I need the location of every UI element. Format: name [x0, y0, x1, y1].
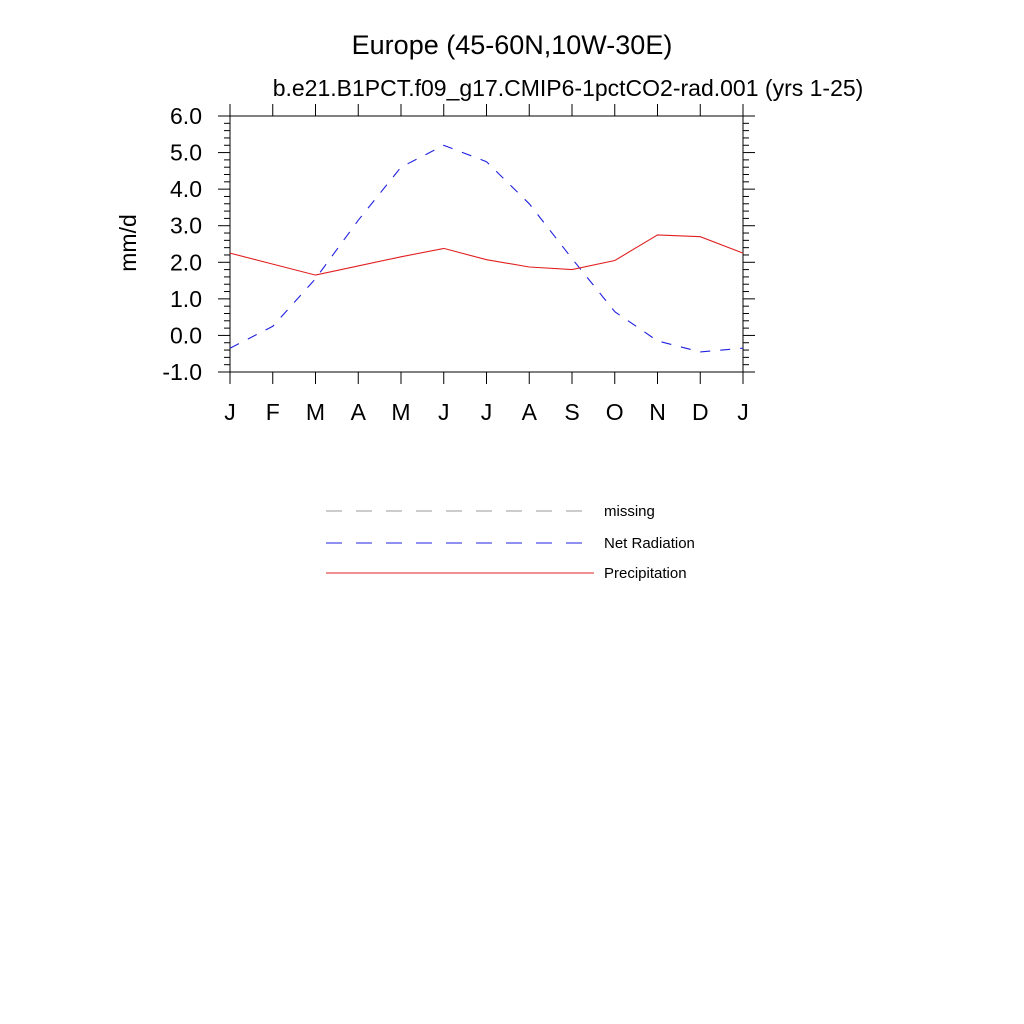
- x-tick-label: O: [605, 399, 624, 425]
- x-tick-label: M: [391, 399, 411, 425]
- y-tick-label: -1.0: [162, 359, 202, 385]
- chart-subtitle: b.e21.B1PCT.f09_g17.CMIP6-1pctCO2-rad.001 (yrs 1-25): [272, 75, 864, 101]
- legend: [326, 503, 695, 582]
- plot-area: [162, 103, 755, 425]
- chart-title: Europe (45-60N,10W-30E): [351, 30, 673, 60]
- x-tick-label: J: [438, 399, 450, 425]
- legend-label: Net Radiation: [604, 535, 695, 552]
- x-tick-label: S: [564, 399, 580, 425]
- x-tick-label: J: [737, 399, 749, 425]
- x-tick-label: D: [691, 399, 709, 425]
- x-tick-label: A: [521, 399, 537, 425]
- y-ticks: [218, 116, 755, 372]
- x-tick-label: F: [265, 399, 280, 425]
- y-tick-label: 2.0: [170, 249, 202, 276]
- y-tick-label: 5.0: [170, 139, 202, 166]
- plot-frame: [230, 116, 743, 372]
- y-tick-label: 1.0: [170, 285, 202, 312]
- x-tick-label: A: [350, 399, 366, 425]
- x-tick-label: N: [649, 399, 666, 425]
- x-tick-label: J: [480, 399, 493, 425]
- series-line-precipitation: [230, 235, 743, 275]
- y-tick-label: 0.0: [170, 322, 202, 349]
- series-line-net-radiation: [230, 145, 743, 352]
- y-axis-label: mm/d: [115, 214, 141, 272]
- y-tick-label: 4.0: [170, 176, 202, 203]
- legend-label: missing: [604, 503, 655, 520]
- x-tick-label: J: [224, 399, 236, 425]
- y-tick-label: 6.0: [170, 103, 202, 129]
- x-tick-label: M: [305, 399, 326, 425]
- y-tick-label: 3.0: [170, 212, 202, 239]
- legend-label: Precipitation: [604, 565, 687, 582]
